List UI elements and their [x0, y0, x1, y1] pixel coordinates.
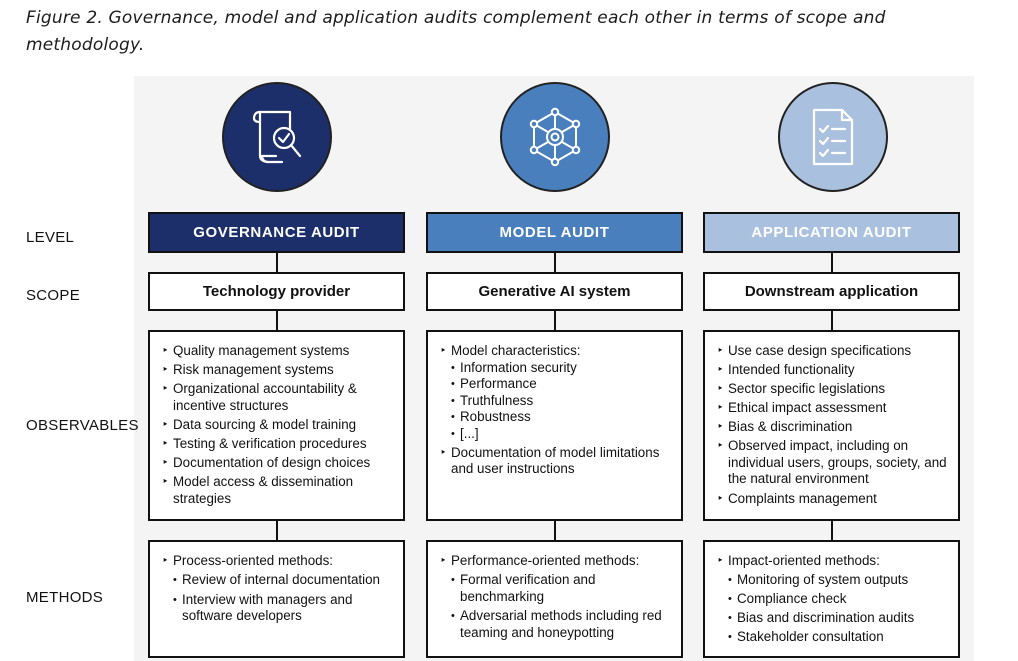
list-item: ‣ Intended functionality — [717, 362, 948, 379]
scope-application: Downstream application — [703, 272, 960, 311]
list-item: • Bias and discrimination audits — [717, 610, 948, 627]
list-item: • Compliance check — [717, 591, 948, 608]
connector — [831, 253, 833, 272]
scope-governance: Technology provider — [148, 272, 405, 311]
methods-model — [426, 540, 683, 658]
list-item: ‣ Ethical impact assessment — [717, 400, 948, 417]
list-item: ‣ Documentation of model limitations and user instructions — [440, 445, 671, 478]
list-item: ‣ Organizational accountability & incentive structures — [162, 381, 393, 414]
connector — [831, 311, 833, 330]
methods-application — [703, 540, 960, 658]
connector — [276, 311, 278, 330]
level-application-audit: APPLICATION AUDIT — [703, 212, 960, 253]
row-label-observables: OBSERVABLES — [26, 417, 139, 434]
list-item: • Stakeholder consultation — [717, 629, 948, 646]
connector — [276, 253, 278, 272]
list-item: • Review of internal documentation — [162, 572, 393, 589]
observables-model — [426, 330, 683, 521]
connector — [554, 521, 556, 540]
list-item: • Information security — [440, 360, 671, 377]
row-label-methods: METHODS — [26, 589, 104, 606]
list-item: ‣ Impact-oriented methods: — [717, 553, 948, 570]
list-item: • Truthfulness — [440, 393, 671, 410]
list-item: • Adversarial methods including red teaming and honeypotting — [440, 608, 671, 641]
connector — [831, 521, 833, 540]
list-item: ‣ Quality management systems — [162, 343, 393, 360]
list-item: • Interview with managers and software developers — [162, 592, 393, 625]
list-item: ‣ Testing & verification procedures — [162, 436, 393, 453]
methods-governance — [148, 540, 405, 658]
list-item: ‣ Sector specific legislations — [717, 381, 948, 398]
connector — [554, 311, 556, 330]
list-item: ‣ Model characteristics: — [440, 343, 671, 360]
checklist-icon — [798, 102, 868, 172]
observables-application — [703, 330, 960, 521]
figure-caption: Figure 2. Governance, model and application audits complement each other in terms of scope and methodology. — [26, 8, 886, 55]
list-item: ‣ Risk management systems — [162, 362, 393, 379]
row-label-level: LEVEL — [26, 229, 75, 246]
list-item: ‣ Data sourcing & model training — [162, 417, 393, 434]
list-item: ‣ Model access & dissemination strategies — [162, 474, 393, 507]
list-item: • Robustness — [440, 409, 671, 426]
list-item: ‣ Performance-oriented methods: — [440, 553, 671, 570]
list-item: • Performance — [440, 376, 671, 393]
list-item: ‣ Use case design specifications — [717, 343, 948, 360]
list-item: ‣ Documentation of design choices — [162, 455, 393, 472]
application-icon-circle — [778, 82, 888, 192]
row-label-scope: SCOPE — [26, 287, 81, 304]
list-item: • Monitoring of system outputs — [717, 572, 948, 589]
list-item: ‣ Process-oriented methods: — [162, 553, 393, 570]
list-item: ‣ Observed impact, including on individual users, groups, society, and the natural environment — [717, 438, 948, 488]
model-icon-circle — [500, 82, 610, 192]
network-nodes-icon — [520, 102, 590, 172]
list-item: • [...] — [440, 426, 671, 443]
scope-model: Generative AI system — [426, 272, 683, 311]
audit-document-magnifier-icon — [242, 102, 312, 172]
connector — [554, 253, 556, 272]
governance-icon-circle — [222, 82, 332, 192]
level-governance-audit: GOVERNANCE AUDIT — [148, 212, 405, 253]
observables-governance — [148, 330, 405, 521]
list-item: • Formal verification and benchmarking — [440, 572, 671, 605]
connector — [276, 521, 278, 540]
level-model-audit: MODEL AUDIT — [426, 212, 683, 253]
list-item: ‣ Complaints management — [717, 491, 948, 508]
list-item: ‣ Bias & discrimination — [717, 419, 948, 436]
